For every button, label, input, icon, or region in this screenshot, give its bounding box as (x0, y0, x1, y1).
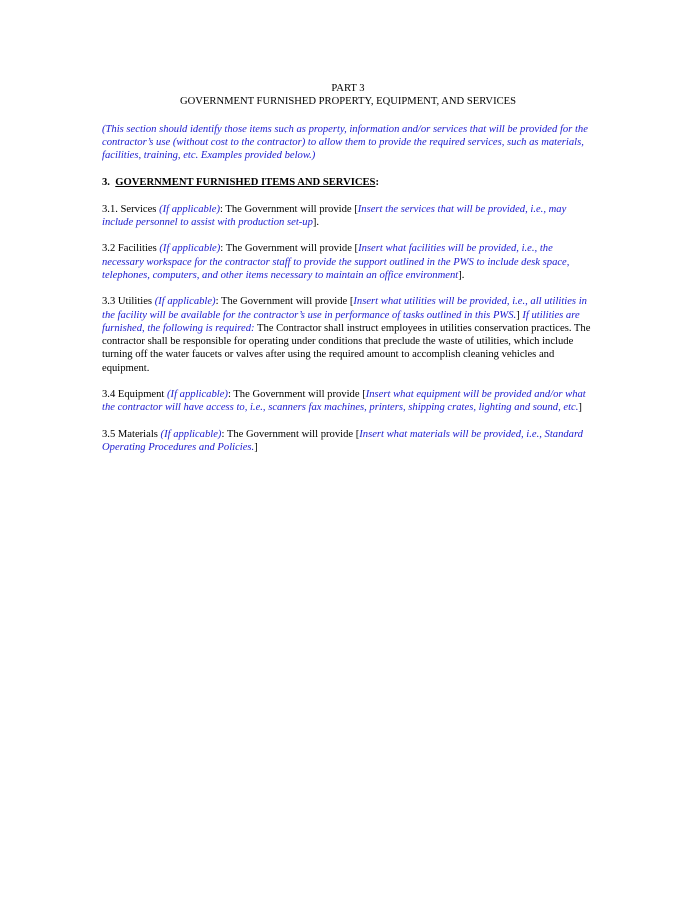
item-mid: ] (516, 309, 523, 321)
item-insert: Insert what facilities will be provided, i.e., the necessary workspace for the contractor staff to provide the support outlined in the PWS to include desk space, telephones, computers, and other items necessary to maintain an office environment (102, 243, 570, 281)
intro-instruction: (This section should identify those items such as property, information and/or services that will be provided for the contractor’s use (without cost to the contractor) to allow them to provide the required services, such as materials, facilities, training, etc. Examples provided below.) (102, 123, 588, 162)
item-insert: Insert what equipment will be provided and/or what the contractor will have access to, i.e., scanners fax machines, printers, shipping crates, lighting and sound, etc. (102, 389, 586, 414)
item-insert-requirement: If utilities are furnished, the following is required: (102, 309, 580, 334)
item-materials (102, 428, 594, 455)
item-applicable: (If applicable) (154, 296, 216, 308)
item-label: 3.3 Utilities (102, 296, 155, 308)
item-insert: Insert what utilities will be provided, i.e., all utilities in the facility will be available for the contractor’s use in performance of tasks outlined in this PWS. (102, 296, 587, 321)
item-tail: ]. (458, 269, 465, 281)
part-title: GOVERNMENT FURNISHED PROPERTY, EQUIPMENT, AND SERVICES (179, 96, 517, 108)
item-applicable: (If applicable) (167, 389, 228, 401)
section-title: GOVERNMENT FURNISHED ITEMS AND SERVICES (115, 177, 376, 189)
item-label: 3.1. Services (102, 203, 160, 215)
item-facilities (102, 242, 594, 282)
item-insert: Insert the services that will be provided, i.e., may include personnel to assist with production set-up (102, 203, 567, 229)
item-applicable: (If applicable) (159, 243, 221, 255)
item-tail: The Contractor shall instruct employees in utilities conservation practices. The contractor shall be responsible for operating under conditions that preclude the waste of utilities, which include turning off the water faucets or valves after using the required amount to accomplish cleaning vehicles and equipment. (102, 322, 591, 374)
document-content (102, 82, 594, 454)
item-lead: : The Government will provide [ (227, 389, 366, 401)
section-number: 3. (102, 177, 110, 189)
item-lead: : The Government will provide [ (220, 243, 359, 255)
item-utilities (102, 295, 594, 375)
item-applicable: (If applicable) (160, 428, 222, 440)
item-lead: : The Government will provide [ (219, 203, 358, 215)
item-lead: : The Government will provide [ (221, 428, 360, 440)
item-insert: Insert what materials will be provided, i.e., Standard Operating Procedures and Policies. (102, 428, 583, 453)
item-lead: : The Government will provide [ (215, 296, 354, 308)
section-heading (102, 176, 594, 189)
part-label: PART 3 (331, 83, 365, 94)
item-label: 3.5 Materials (102, 428, 161, 440)
item-label: 3.2 Facilities (102, 243, 160, 255)
item-tail: ] (578, 402, 582, 414)
item-services (102, 203, 594, 230)
section-colon: : (375, 177, 379, 189)
item-applicable: (If applicable) (159, 203, 220, 215)
item-tail: ] (254, 441, 258, 453)
item-tail: ]. (312, 217, 320, 229)
item-label: 3.4 Equipment (102, 389, 168, 401)
item-equipment (102, 388, 594, 415)
